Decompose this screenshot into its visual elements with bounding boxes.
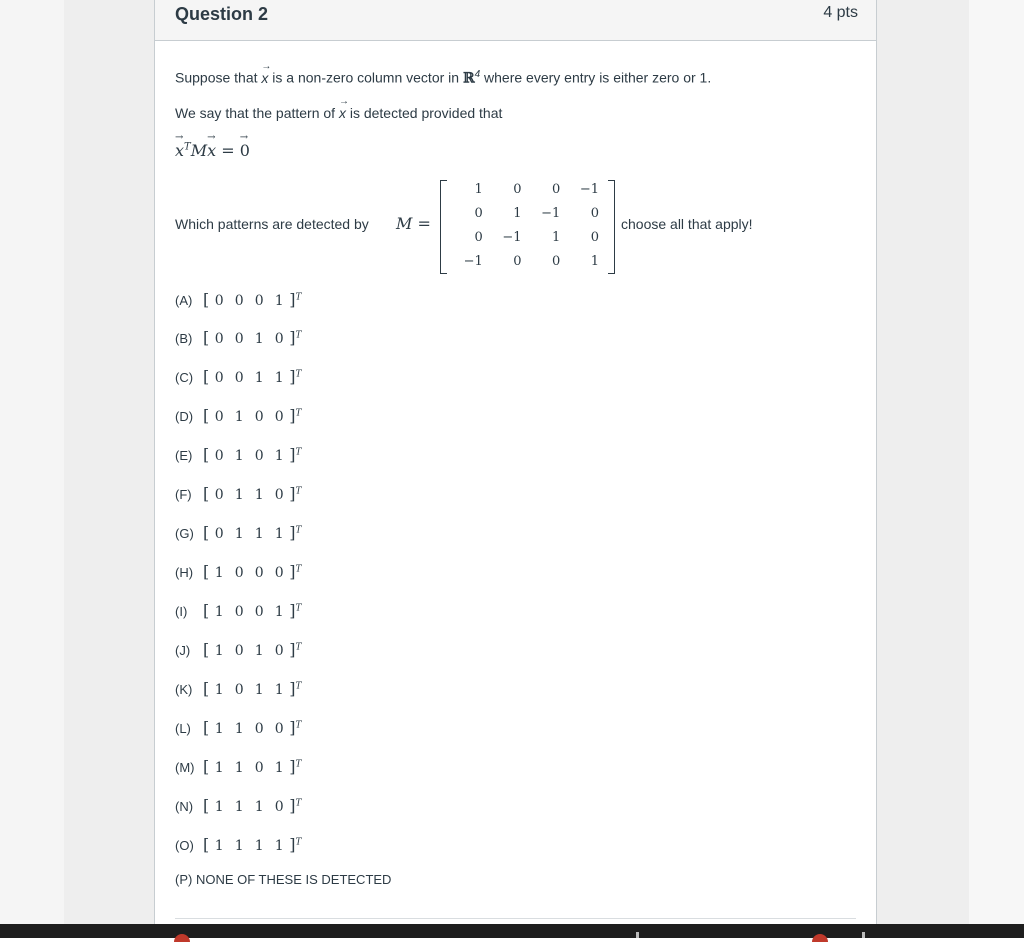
option-e[interactable] — [175, 445, 302, 469]
detect-text-b: is detected provided that — [345, 105, 503, 121]
eq-zero-vector: → 0 — [240, 141, 250, 160]
vector-entry: 1 — [274, 448, 284, 464]
vector-entry: 1 — [214, 760, 224, 776]
question-header — [155, 0, 876, 41]
vector-entry: 0 — [214, 370, 224, 386]
option-vector: [ 1 1 1 1 ]$^T$ — [203, 835, 302, 854]
option-g[interactable] — [175, 523, 302, 547]
vector-entry: 1 — [234, 760, 244, 776]
matrix-cell: 0 — [513, 182, 522, 197]
vector-entry: 0 — [214, 526, 224, 542]
vector-entry: 0 — [274, 799, 284, 815]
matrix-row — [450, 206, 605, 221]
vector-entry: 0 — [234, 370, 244, 386]
option-vector: [ 1 0 1 0 ]$^T$ — [203, 640, 302, 659]
vector-entry: 1 — [234, 721, 244, 737]
vector-entry: 1 — [254, 643, 264, 659]
detect-text-a: We say that the pattern of — [175, 105, 339, 121]
matrix-cell: 0 — [590, 206, 599, 221]
vector-entry: 1 — [234, 799, 244, 815]
vector-entry: 0 — [254, 565, 264, 581]
option-n[interactable] — [175, 796, 302, 820]
matrix-row — [450, 182, 605, 197]
intro-text-c: where every entry is either zero or 1. — [480, 69, 712, 86]
option-c[interactable] — [175, 367, 302, 391]
transpose-mark: T — [295, 486, 302, 497]
option-label: (M) — [175, 760, 195, 775]
which-row — [175, 178, 855, 276]
intro-text-b: is a non-zero column vector in — [268, 69, 463, 86]
vector-entry: 1 — [234, 409, 244, 425]
matrix-cell: 0 — [474, 230, 483, 245]
option-label: (I) — [175, 604, 188, 619]
card-divider — [175, 918, 856, 919]
right-side-panel — [877, 0, 969, 924]
matrix-cell: 0 — [513, 254, 522, 269]
vector-x: → x — [261, 70, 268, 86]
transpose-mark: T — [295, 330, 302, 341]
option-label: (B) — [175, 331, 193, 346]
option-f[interactable] — [175, 484, 302, 508]
option-label: (A) — [175, 293, 193, 308]
detection-paragraph — [175, 105, 502, 121]
vector-entry: 1 — [214, 721, 224, 737]
vector-entry: 1 — [214, 838, 224, 854]
option-m[interactable] — [175, 757, 302, 781]
transpose-mark: T — [295, 798, 302, 809]
eq-vector-x2: → x — [207, 141, 216, 160]
vector-entry: 0 — [214, 409, 224, 425]
matrix-cell: 0 — [551, 254, 561, 269]
transpose-mark: T — [295, 369, 302, 380]
option-label: (G) — [175, 526, 194, 541]
vector-entry: 1 — [214, 604, 224, 620]
option-h[interactable] — [175, 562, 302, 586]
matrix-cell: 1 — [513, 206, 522, 221]
option-label: (N) — [175, 799, 194, 814]
vector-entry: 0 — [234, 643, 244, 659]
eq-transpose: T — [184, 141, 191, 153]
intro-paragraph — [175, 69, 711, 87]
matrix-right-bracket — [608, 180, 615, 274]
vector-entry: 1 — [254, 331, 264, 347]
vector-entry: 0 — [214, 331, 224, 347]
matrix-cell: 0 — [590, 230, 599, 245]
matrix-cell: 0 — [551, 182, 561, 197]
transpose-mark: T — [295, 292, 302, 303]
vector-entry: 0 — [274, 487, 284, 503]
vector-entry: 1 — [234, 487, 244, 503]
transpose-mark: T — [295, 447, 302, 458]
option-label: (E) — [175, 448, 193, 463]
vector-entry: 1 — [254, 370, 264, 386]
right-gutter — [969, 0, 1024, 924]
left-side-panel — [64, 0, 154, 924]
vector-entry: 1 — [254, 487, 264, 503]
which-text: Which patterns are detected by — [175, 216, 369, 232]
transpose-mark: T — [295, 720, 302, 731]
vector-entry: 0 — [234, 565, 244, 581]
option-vector: [ 1 1 1 0 ]$^T$ — [203, 796, 302, 815]
eq-vector-x: → x — [175, 141, 184, 160]
matrix-row — [450, 254, 605, 269]
vector-entry: 1 — [274, 370, 284, 386]
matrix-cell: 1 — [551, 230, 561, 245]
option-l[interactable] — [175, 718, 302, 742]
option-vector: [ 0 0 1 0 ]$^T$ — [203, 328, 302, 347]
vector-entry: 1 — [234, 526, 244, 542]
vector-entry: 0 — [254, 604, 264, 620]
option-p[interactable] — [175, 872, 391, 896]
matrix-m — [440, 178, 615, 276]
option-d[interactable] — [175, 406, 302, 430]
vector-entry: 0 — [234, 682, 244, 698]
option-label: (D) — [175, 409, 194, 424]
transpose-mark: T — [295, 759, 302, 770]
vector-entry: 1 — [254, 682, 264, 698]
taskbar-app-icon[interactable] — [812, 934, 828, 942]
taskbar-indicator — [636, 932, 639, 938]
vector-entry: 0 — [274, 721, 284, 737]
vector-entry: 1 — [214, 799, 224, 815]
vector-entry: 1 — [234, 448, 244, 464]
option-label: (F) — [175, 487, 192, 502]
vector-entry: 1 — [234, 838, 244, 854]
option-i[interactable] — [175, 601, 302, 625]
vector-entry: 0 — [214, 487, 224, 503]
vector-entry: 0 — [234, 331, 244, 347]
matrix-cell: −1 — [463, 254, 483, 269]
vector-entry: 0 — [254, 448, 264, 464]
detection-equation — [175, 141, 250, 160]
transpose-mark: T — [295, 837, 302, 848]
matrix-row — [450, 230, 605, 245]
vector-entry: 1 — [274, 293, 284, 309]
taskbar — [0, 924, 1024, 938]
eq-matrix-m: M — [190, 141, 208, 160]
vector-entry: 1 — [214, 565, 224, 581]
option-vector: [ 1 0 0 0 ]$^T$ — [203, 562, 302, 581]
vector-entry: 0 — [254, 409, 264, 425]
option-vector: [ 0 0 1 1 ]$^T$ — [203, 367, 302, 386]
vector-entry: 0 — [234, 604, 244, 620]
option-vector: [ 1 1 0 0 ]$^T$ — [203, 718, 302, 737]
vector-entry: 1 — [214, 682, 224, 698]
vector-entry: 0 — [254, 293, 264, 309]
matrix-cell: −1 — [541, 206, 561, 221]
matrix-cell: 1 — [474, 182, 483, 197]
real-numbers-symbol: ℝ — [462, 70, 475, 87]
vector-entry: 0 — [274, 331, 284, 347]
option-vector: [ 0 0 0 1 ]$^T$ — [203, 290, 302, 309]
option-label: (O) — [175, 838, 194, 853]
vector-entry: 1 — [274, 526, 284, 542]
vector-entry: 0 — [254, 760, 264, 776]
option-vector: [ 1 0 0 1 ]$^T$ — [203, 601, 302, 620]
option-vector: [ 0 1 1 1 ]$^T$ — [203, 523, 302, 542]
transpose-mark: T — [295, 564, 302, 575]
vector-entry: 1 — [274, 682, 284, 698]
matrix-cell: 1 — [590, 254, 599, 269]
matrix-left-bracket — [440, 180, 447, 274]
vector-entry: 0 — [274, 565, 284, 581]
option-label: (P) NONE OF THESE IS DETECTED — [175, 872, 392, 887]
matrix-cell: −1 — [579, 182, 599, 197]
option-label: (H) — [175, 565, 194, 580]
option-vector: [ 0 1 0 1 ]$^T$ — [203, 445, 302, 464]
dimension-superscript: 4 — [474, 69, 481, 80]
option-label: (L) — [175, 721, 191, 736]
vector-entry: 0 — [274, 409, 284, 425]
question-title: Question 2 — [175, 4, 269, 24]
option-j[interactable] — [175, 640, 302, 664]
vector-entry: 0 — [274, 643, 284, 659]
vector-entry: 1 — [274, 760, 284, 776]
matrix-cell: −1 — [502, 230, 522, 245]
question-points: 4 pts — [823, 4, 858, 21]
choose-all-text: choose all that apply! — [621, 216, 753, 232]
transpose-mark: T — [295, 603, 302, 614]
option-label: (J) — [175, 643, 191, 658]
option-k[interactable] — [175, 679, 302, 703]
transpose-mark: T — [295, 408, 302, 419]
vector-entry: 1 — [274, 604, 284, 620]
option-b[interactable] — [175, 328, 302, 352]
intro-text-a: Suppose that — [175, 69, 262, 86]
matrix-cell: 0 — [474, 206, 483, 221]
option-o[interactable] — [175, 835, 302, 859]
m-equals: M = — [396, 214, 431, 233]
option-vector: [ 1 1 0 1 ]$^T$ — [203, 757, 302, 776]
option-vector: [ 0 1 1 0 ]$^T$ — [203, 484, 302, 503]
vector-entry: 1 — [214, 643, 224, 659]
vector-entry: 0 — [234, 293, 244, 309]
question-card — [154, 0, 877, 924]
vector-entry: 0 — [214, 448, 224, 464]
eq-equals: = — [216, 141, 240, 160]
option-a[interactable] — [175, 290, 302, 314]
vector-entry: 0 — [214, 293, 224, 309]
vector-entry: 0 — [254, 721, 264, 737]
option-vector: [ 0 1 0 0 ]$^T$ — [203, 406, 302, 425]
vector-entry: 1 — [254, 799, 264, 815]
option-label: (C) — [175, 370, 194, 385]
vector-entry: 1 — [274, 838, 284, 854]
left-gutter — [0, 0, 64, 924]
option-label: (K) — [175, 682, 193, 697]
vector-x: → x — [339, 105, 346, 121]
vector-entry: 1 — [254, 838, 264, 854]
transpose-mark: T — [295, 525, 302, 536]
taskbar-indicator — [862, 932, 865, 938]
taskbar-app-icon[interactable] — [174, 934, 190, 942]
vector-entry: 1 — [254, 526, 264, 542]
transpose-mark: T — [295, 642, 302, 653]
transpose-mark: T — [295, 681, 302, 692]
option-vector: [ 1 0 1 1 ]$^T$ — [203, 679, 302, 698]
